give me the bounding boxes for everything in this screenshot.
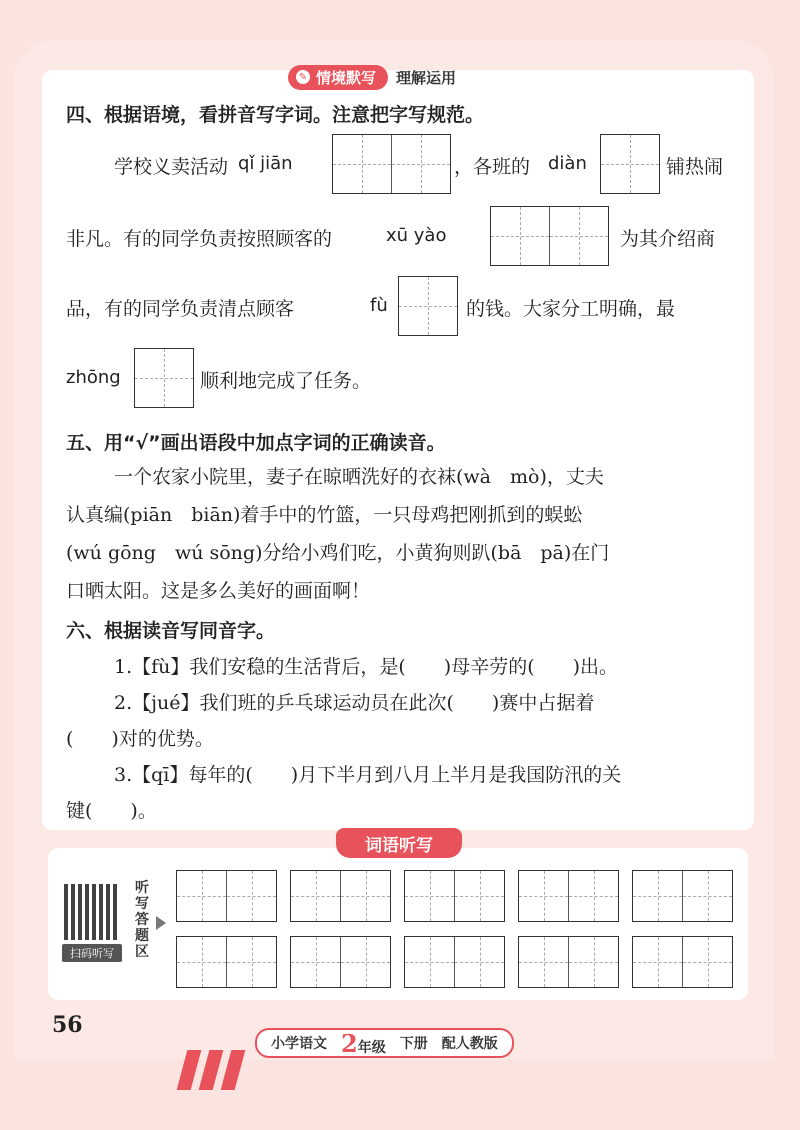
s4-text: 非凡。有的同学负责按照顾客的 bbox=[66, 228, 333, 250]
footer-term: 下册 bbox=[399, 1036, 428, 1052]
dictation-grid[interactable] bbox=[404, 936, 505, 988]
s5-line: (wú gōng wú sōng)分给小鸡们吃，小黄狗则趴(bā pā)在门 bbox=[66, 542, 610, 564]
dictation-grid[interactable] bbox=[518, 936, 619, 988]
answer-grid[interactable] bbox=[332, 134, 451, 194]
s4-text: 铺热闹 bbox=[666, 156, 724, 178]
dictation-title: 词语听写 bbox=[336, 828, 462, 858]
section-ribbon bbox=[288, 64, 456, 90]
s4-text: 的钱。大家分工明确，最 bbox=[466, 298, 676, 320]
section4-title: 四、根据语境，看拼音写字词。注意把字写规范。 bbox=[66, 104, 485, 126]
dictation-grid[interactable] bbox=[290, 936, 391, 988]
dictation-grid[interactable] bbox=[176, 936, 277, 988]
s4-pinyin: xū yào bbox=[386, 225, 447, 246]
s6-question: 1.【fù】我们安稳的生活背后，是( )母辛劳的( )出。 bbox=[114, 656, 619, 678]
answer-grid[interactable] bbox=[600, 134, 660, 194]
pencil-icon: ✎ bbox=[296, 70, 310, 84]
dictation-grid[interactable] bbox=[176, 870, 277, 922]
dictation-grid[interactable] bbox=[404, 870, 505, 922]
footer-subject: 小学语文 bbox=[271, 1036, 327, 1052]
section5-title: 五、用“√”画出语段中加点字词的正确读音。 bbox=[66, 432, 446, 454]
answer-grid[interactable] bbox=[134, 348, 194, 408]
ribbon-tag-label: 情境默写 bbox=[316, 68, 377, 87]
answer-grid[interactable] bbox=[490, 206, 609, 266]
s5-line: 一个农家小院里，妻子在晾晒洗好的衣袜(wà mò)，丈夫 bbox=[114, 466, 604, 488]
s4-text: 学校义卖活动 bbox=[114, 156, 229, 178]
footer-edition: 配人教版 bbox=[441, 1036, 498, 1052]
dictation-grid[interactable] bbox=[290, 870, 391, 922]
s4-pinyin: qǐ jiān bbox=[238, 153, 293, 174]
dictation-grid[interactable] bbox=[518, 870, 619, 922]
arrow-right-icon bbox=[156, 916, 166, 930]
footer-grade-number: 2 bbox=[341, 1028, 358, 1058]
dictation-grid[interactable] bbox=[632, 936, 733, 988]
s4-text: 为其介绍商 bbox=[620, 228, 716, 250]
s4-pinyin: zhōng bbox=[66, 367, 121, 388]
s5-line: 口晒太阳。这是多么美好的画面啊！ bbox=[66, 580, 371, 602]
dictation-grid[interactable] bbox=[632, 870, 733, 922]
footer-grade: 年级 bbox=[357, 1039, 386, 1056]
s6-question: 2.【jué】我们班的乒乓球运动员在此次( )赛中占据着 bbox=[114, 692, 595, 714]
s4-text: 顺利地完成了任务。 bbox=[200, 370, 372, 392]
s4-text: ，各班的 bbox=[454, 156, 531, 178]
answer-area-label: 听写答题区 bbox=[135, 880, 149, 960]
s4-pinyin: fù bbox=[370, 295, 388, 316]
answer-grid[interactable] bbox=[398, 276, 458, 336]
section6-title: 六、根据读音写同音字。 bbox=[66, 620, 276, 642]
s6-question: 键( )。 bbox=[66, 800, 157, 822]
s6-question: 3.【qī】每年的( )月下半月到八月上半月是我国防汛的关 bbox=[114, 764, 622, 786]
qr-label: 扫码听写 bbox=[62, 944, 122, 962]
s5-line: 认真编(piān biān)着手中的竹篮，一只母鸡把刚抓到的蜈蚣 bbox=[66, 504, 583, 526]
s4-text: 品，有的同学负责清点顾客 bbox=[66, 298, 295, 320]
ribbon-tag bbox=[288, 65, 388, 90]
s4-pinyin: diàn bbox=[548, 153, 587, 174]
ribbon-subtitle: 理解运用 bbox=[396, 68, 457, 87]
s6-question: ( )对的优势。 bbox=[66, 728, 214, 750]
qr-code-icon[interactable] bbox=[64, 884, 120, 940]
page-number: 56 bbox=[52, 1012, 83, 1038]
footer-badge bbox=[255, 1028, 514, 1058]
